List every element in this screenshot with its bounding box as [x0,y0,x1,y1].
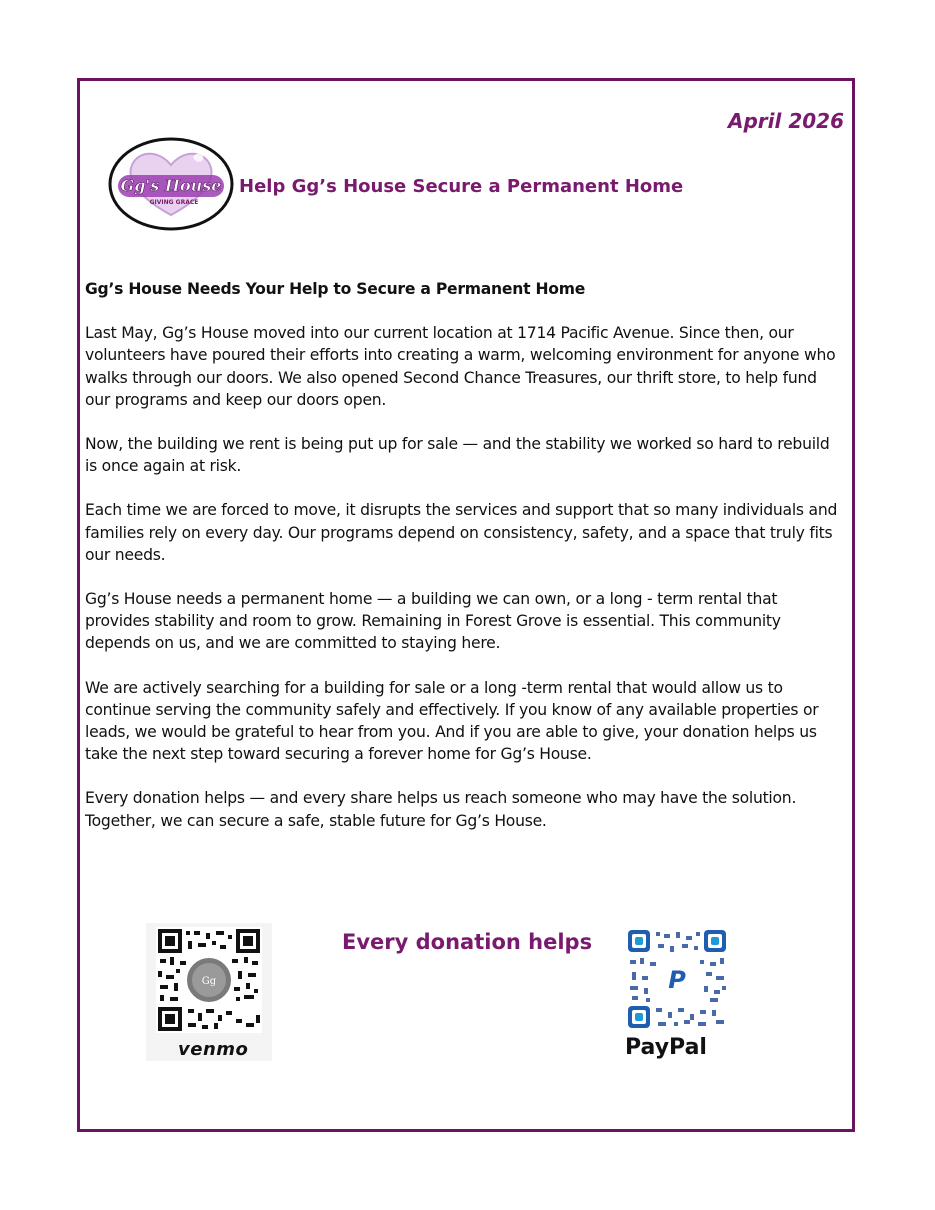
paragraph-1: Last May, Gg’s House moved into our current location at 1714 Pacific Avenue. Since then, our volunteers have poured their efforts into creating a warm, welcoming environment for anyone who walks through our doors. We also opened Second Chance Treasures, our thrift store, to help fund our programs and keep our doors open. [85,324,836,409]
logo-text: Gg's House [120,176,222,195]
paragraph-2: Now, the building we rent is being put up for sale — and the stability we worked so hard to rebuild is once again at risk. [85,435,830,476]
paragraph-3: Each time we are forced to move, it disrupts the services and support that so many individuals and families rely on every day. Our programs depend on consistency, safety, and a space that truly fits our needs. [85,501,838,564]
paypal-label: PayPal [625,1035,707,1060]
date-label: April 2026 [728,109,844,133]
headline: Help Gg’s House Secure a Permanent Home [239,176,684,197]
logo-subtext: GIVING GRACE [149,199,199,206]
letter-body [85,278,845,854]
svg-text:Gg: Gg [201,976,217,987]
flyer-frame [77,78,855,1132]
donation-callout: Every donation helps [342,930,593,954]
venmo-label: venmo [178,1039,249,1060]
gg-house-logo [108,137,234,231]
paragraph-6: Every donation helps — and every share helps us reach someone who may have the solution. Together, we can secure a safe, stable future for Gg’s House. [85,789,797,830]
paragraph-5: We are actively searching for a building for sale or a long -term rental that would allow us to continue serving the community safely and effectively. If you know of any available properties or leads, we would be grateful to hear from you. And if you are able to give, your donation helps us take the next step toward securing a forever home for Gg’s House. [85,678,819,764]
svg-text:P: P [668,966,686,994]
letter-subhead: Gg’s House Needs Your Help to Secure a Permanent Home [85,280,586,298]
paragraph-4: Gg’s House needs a permanent home — a building we can own, or a long - term rental that provides stability and room to grow. Remaining in Forest Grove is essential. This community depends on us, and we are committed to staying here. [85,590,781,653]
